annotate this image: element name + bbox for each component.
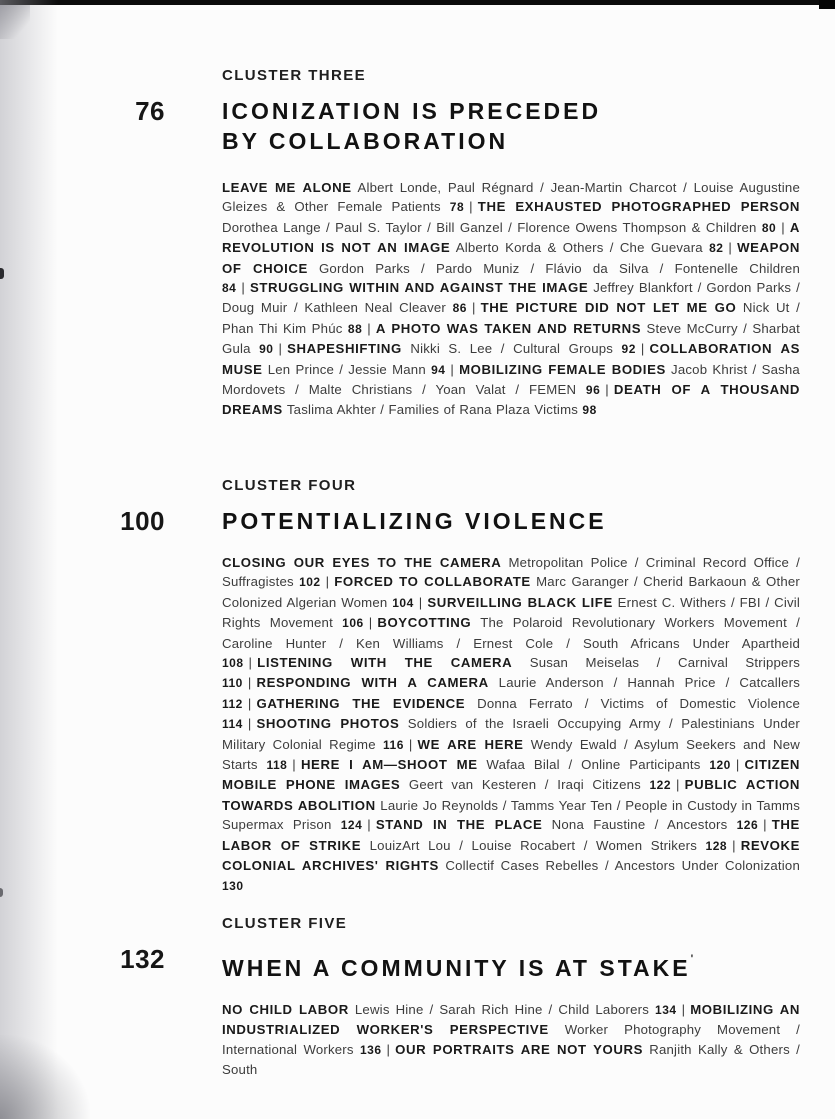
entry-credits: Alberto Korda & Others / Che Guevara — [455, 240, 703, 256]
entry-credits: Geert van Kesteren / Iraqi Citizens — [408, 777, 641, 793]
cluster-headline — [110, 96, 802, 156]
entry-separator: | — [325, 574, 330, 590]
entry-credits: Len Prince / Jessie Mann — [267, 361, 426, 377]
cluster-title-text: WHEN A COMMUNITY IS AT STAKE — [222, 955, 691, 981]
entry-page-number: 128 — [705, 838, 728, 853]
cluster-label: CLUSTER FOUR — [222, 477, 357, 494]
entry-page-number: 96 — [585, 383, 601, 398]
entry-title: CLOSING OUR EYES TO THE CAMERA — [222, 555, 502, 570]
entry-separator: | — [247, 675, 252, 691]
entry-separator: | — [278, 341, 283, 357]
cluster-page-number: 132 — [120, 944, 165, 974]
cluster-entries — [222, 178, 800, 421]
entry-title: CITIZEN MOBILE PHONE IMAGES — [222, 757, 800, 793]
entry-credits: Albert Londe, Paul Régnard / Jean-Martin Charcot / Louise Augustine Gleizes & Other Female Patients — [222, 180, 800, 215]
entry-title: A PHOTO WAS TAKEN AND RETURNS — [375, 320, 642, 336]
entry-page-number: 118 — [266, 758, 288, 773]
cluster-title-line: POTENTIALIZING VIOLENCE — [222, 508, 607, 534]
cluster-label: CLUSTER THREE — [222, 67, 367, 84]
entry-title: GATHERING THE EVIDENCE — [256, 695, 466, 711]
entry-page-number: 80 — [761, 220, 777, 235]
entry-separator: | — [676, 777, 680, 793]
entry-page-number: 112 — [222, 696, 243, 711]
entry-page-number: 124 — [340, 818, 363, 833]
entry-separator: | — [469, 199, 473, 215]
entry-separator: | — [367, 817, 371, 833]
entry-credits: Wafaa Bilal / Online Participants — [486, 757, 701, 773]
entry-credits: Susan Meiselas / Carnival Strippers — [529, 655, 800, 671]
entry-title: A REVOLUTION IS NOT AN IMAGE — [222, 219, 800, 256]
entry-page-number: 90 — [259, 342, 274, 357]
entry-page-number: 88 — [347, 321, 363, 336]
entry-separator: | — [605, 382, 609, 398]
entry-title: STAND IN THE PLACE — [375, 817, 543, 833]
entry-separator: | — [735, 757, 740, 773]
entry-separator: | — [640, 341, 645, 357]
entry-page-number: 130 — [222, 878, 244, 893]
entry-page-number: 94 — [431, 362, 446, 377]
entry-title: LEAVE ME ALONE — [222, 180, 352, 195]
scan-smudge-bottom-left — [0, 1035, 90, 1119]
entry-page-number: 108 — [222, 656, 244, 671]
entry-title: MOBILIZING FEMALE BODIES — [459, 361, 666, 377]
entry-credits: Gordon Parks / Pardo Muniz / Flávio da Silva / Fontenelle Children — [318, 260, 800, 276]
cluster-headline — [110, 944, 802, 983]
cluster-page-number: 100 — [120, 506, 165, 536]
cluster-headline — [110, 506, 802, 536]
entry-separator: | — [728, 240, 733, 256]
entry-separator: | — [248, 655, 253, 671]
cluster-title — [222, 96, 601, 156]
entry-page-number: 134 — [655, 1003, 677, 1017]
scan-gutter-shadow — [0, 0, 58, 1119]
entry-credits: Jacob Khrist / Sasha Mordovets / Malte Christians / Yoan Valat / FEMEN — [222, 361, 800, 398]
entry-credits: Ranjith Kally & Others / South — [222, 1041, 801, 1078]
entry-credits: Laurie Jo Reynolds / Tamms Year Ten / People in Custody in Tamms Supermax Prison — [222, 797, 801, 833]
entry-page-number: 86 — [452, 301, 467, 316]
entry-credits: Steve McCurry / Sharbat Gula — [222, 320, 800, 357]
entry-page-number: 110 — [222, 676, 243, 691]
entry-page-number: 126 — [736, 818, 759, 833]
entry-title: REVOKE COLONIAL ARCHIVES' RIGHTS — [222, 837, 800, 874]
cluster-title — [222, 506, 607, 536]
entry-credits: Marc Garanger / Cherid Barkaoun & Other Colonized Algerian Women — [222, 574, 800, 610]
entry-credits: Metropolitan Police / Criminal Record Office / Suffragistes — [222, 555, 800, 590]
cluster-page-number: 76 — [135, 96, 165, 126]
cluster-title-mark: ' — [690, 953, 694, 965]
entry-title: FORCED TO COLLABORATE — [334, 574, 531, 590]
entry-separator: | — [386, 1041, 391, 1057]
entry-page-number: 104 — [392, 595, 414, 610]
entry-title: THE PICTURE DID NOT LET ME GO — [480, 300, 737, 316]
entry-page-number: 120 — [709, 758, 731, 773]
entry-title: NO CHILD LABOR — [222, 1002, 349, 1017]
entry-credits: Donna Ferrato / Victims of Domestic Violence — [477, 695, 800, 711]
entry-credits: Jeffrey Blankfort / Gordon Parks / Doug Muir / Kathleen Neal Cleaver — [222, 280, 800, 316]
entry-page-number: 84 — [222, 281, 237, 296]
entry-page-number: 82 — [709, 241, 724, 256]
entry-title: PUBLIC ACTION TOWARDS ABOLITION — [222, 777, 800, 813]
entry-separator: | — [247, 695, 252, 711]
entry-page-number: 122 — [649, 778, 672, 793]
entry-credits: Wendy Ewald / Asylum Seekers and New Starts — [222, 736, 800, 773]
entry-title: THE EXHAUSTED PHOTOGRAPHED PERSON — [477, 199, 800, 215]
entry-separator: | — [471, 300, 476, 316]
entry-title: LISTENING WITH THE CAMERA — [257, 655, 513, 671]
scan-mark-left-1 — [0, 268, 4, 279]
entry-credits: Nick Ut / Phan Thi Kim Phúc — [222, 300, 800, 336]
scan-edge-top-right — [819, 0, 835, 9]
entry-credits: Laurie Anderson / Hannah Price / Catcallers — [498, 675, 800, 691]
entry-credits: Ernest C. Withers / FBI / Civil Rights Movement — [222, 594, 800, 631]
entry-title: COLLABORATION AS MUSE — [222, 341, 800, 377]
entry-separator: | — [418, 594, 423, 610]
cluster-section-three — [110, 66, 802, 434]
entry-page-number: 98 — [582, 403, 597, 418]
entry-title: SHAPESHIFTING — [287, 341, 402, 357]
entry-separator: | — [781, 219, 785, 235]
entry-separator: | — [247, 716, 252, 732]
entry-title: MOBILIZING AN INDUSTRIALIZED WORKER'S PERSPECTIVE — [222, 1002, 800, 1038]
entry-credits: Nona Faustine / Ancestors — [551, 817, 728, 833]
entry-title: SURVEILLING BLACK LIFE — [427, 594, 613, 610]
entry-credits: LouizArt Lou / Louise Rocabert / Women Strikers — [369, 837, 698, 853]
cluster-title-line — [222, 944, 693, 983]
entry-title: THE LABOR OF STRIKE — [222, 817, 800, 853]
scan-edge-top — [0, 0, 835, 5]
entry-credits: Worker Photography Movement / International Workers — [222, 1022, 800, 1057]
entry-separator: | — [732, 837, 736, 853]
entry-title: RESPONDING WITH A CAMERA — [256, 675, 489, 691]
entry-separator: | — [681, 1002, 686, 1017]
entry-credits: Soldiers of the Israeli Occupying Army / Palestinians Under Military Colonial Regime — [222, 716, 800, 752]
entry-credits: Taslima Akhter / Families of Rana Plaza Victims — [286, 402, 579, 418]
cluster-section-four — [110, 476, 802, 909]
entry-title: DEATH OF A THOUSAND DREAMS — [222, 382, 800, 418]
cluster-entries — [222, 553, 800, 896]
entry-page-number: 136 — [359, 1042, 382, 1057]
entry-separator: | — [292, 757, 296, 773]
entry-separator: | — [368, 615, 373, 631]
entry-separator: | — [367, 320, 371, 336]
entry-separator: | — [408, 736, 413, 752]
entry-credits: Dorothea Lange / Paul S. Taylor / Bill Ganzel / Florence Owens Thompson & Children — [222, 219, 757, 235]
entry-credits: Collectif Cases Rebelles / Ancestors Under Colonization — [445, 858, 800, 874]
entry-page-number: 102 — [299, 575, 321, 590]
entry-credits: Nikki S. Lee / Cultural Groups — [410, 341, 614, 357]
cluster-title — [222, 944, 693, 983]
cluster-entries — [222, 1000, 800, 1080]
entry-title: OUR PORTRAITS ARE NOT YOURS — [395, 1041, 643, 1057]
cluster-label: CLUSTER FIVE — [222, 915, 348, 932]
entry-credits: The Polaroid Revolutionary Workers Movement / Caroline Hunter / Ken Williams / Ernest Cole / South Africans Under Apartheid — [222, 615, 801, 651]
entry-page-number: 114 — [222, 717, 243, 732]
entry-page-number: 116 — [383, 737, 404, 752]
cluster-section-five — [110, 914, 802, 1093]
entry-title: WEAPON OF CHOICE — [222, 240, 801, 276]
entry-separator: | — [241, 280, 245, 296]
entry-title: HERE I AM—SHOOT ME — [300, 757, 478, 773]
entry-separator: | — [763, 817, 767, 833]
entry-title: BOYCOTTING — [377, 615, 472, 631]
entry-title: WE ARE HERE — [417, 736, 524, 752]
cluster-title-line: ICONIZATION IS PRECEDED — [222, 98, 602, 124]
entry-page-number: 92 — [621, 342, 636, 357]
entry-separator: | — [450, 361, 455, 377]
entry-page-number: 106 — [342, 616, 364, 631]
entry-title: STRUGGLING WITHIN AND AGAINST THE IMAGE — [250, 280, 589, 296]
entry-credits: Lewis Hine / Sarah Rich Hine / Child Laborers — [354, 1002, 650, 1017]
entry-page-number: 78 — [449, 200, 465, 215]
cluster-title-line: BY COLLABORATION — [222, 128, 509, 154]
entry-title: SHOOTING PHOTOS — [256, 716, 400, 732]
